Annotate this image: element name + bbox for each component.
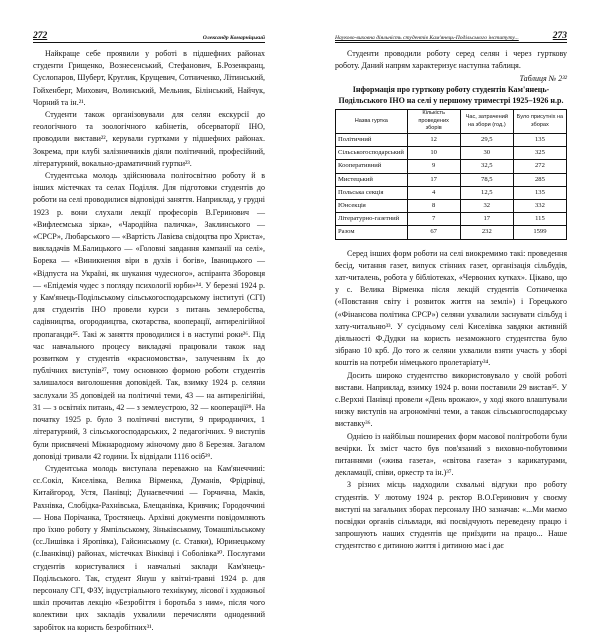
table-cell: 135 [513,186,566,199]
column-header: Назва гуртка [336,110,408,134]
table-cell: 17 [407,173,460,186]
table-cell: 135 [513,133,566,146]
table-row [336,226,567,239]
table-cell: 232 [460,226,513,239]
table-cell: 8 [407,199,460,212]
table-cell: 325 [513,147,566,160]
paragraph: Студентська молодь виступала переважно на Кам'янеччині: сс.Сокіл, Киселівка, Велика Вірменка, Думанів, Фрідрівці, Китайгород, Устя, Панівці; Дунаєвеччині — Горчична, Маків, Рахнівка, Слобідка-Рахнівська, Блещанівка, Кривчик; Городоччині — Нова Порічанка, Тростянець. Архівні документи повідомляють про їхню роботу у Ямпільському, Зіньківському, Томашпільському (сс.Лишівка і Яропівка), Гайсинському (с. Ставки), Юринецькому (с.Іванківці) районах, містечках Вінківці і Соболівка³⁰. Послугами студентів користувалися і навчальні заклади Кам'янець-Подільського. Так, студент Януш у квітні-травні 1924 р. для персоналу СГІ, ФЗУ, індустріального технікуму, лісової і художньої шкіл прочитав лекцію «Безробіття і боротьба з ним», після чого колективи цих закладів ухвалили перечисляти одноденний заробіток на користь безробітних³¹. [33,463,265,632]
table-cell: 9 [407,160,460,173]
table-cell: Кооперативний [336,160,408,173]
column-header: Було присутніх на зборах [513,110,566,134]
table-row [336,199,567,212]
table-cell: 115 [513,213,566,226]
table-cell: 29,5 [460,133,513,146]
table-cell: 1599 [513,226,566,239]
table-cell: 7 [407,213,460,226]
table-cell: Польська секція [336,186,408,199]
column-header: Час, затрачений на збори (год.) [460,110,513,134]
table-row [336,133,567,146]
table-header-row [336,110,567,134]
page-number: 273 [552,31,567,41]
table-row [336,173,567,186]
left-page [33,30,265,634]
running-head: Олександр Комарніцький [202,35,265,41]
table-cell: 67 [407,226,460,239]
table-cell: 12,5 [460,186,513,199]
table-cell: 10 [407,147,460,160]
table-cell: Сільськогосподарський [336,147,408,160]
table-cell: Літературно-газетний [336,213,408,226]
table-row [336,213,567,226]
table-row [336,147,567,160]
page-header [335,30,567,43]
paragraph: Студентська молодь здійснювала політосвітню роботу й в інших містечках та селах Поділля. Для підготовки студентів до роботи на селі проводилися відповідні заняття. Наприклад, у грудні 1923 р. вони слухали лекції професорів В.Геринович — «Вифлеємська зірка», «Чародійна паличка», Заклинського — «СРСР», Любарського — «Вартість Лавієва свідоцтва про Христа», викладачів М.Балицького — «Головні завдання кампанії на селі», Борека — «Виникнення віри в духів і богів», Іваницького — «Відпуста на Україні, як шукання чудесного», аспіранта Зборовця — «Епідемія чудес з погляду психології юрби»²⁴. У березні 1924 р. у Кам'янець-Подільському сільськогосподарському інституті (СГІ) для студентів ІНО провели курси з питань землеробства, садівництва, огородництва, скотарства, кооперації, антирелігійної пропаганди²⁵. Такі ж заняття проводилися і в наступні роки²⁶. Під час навчального процесу викладачі працювали також над розвитком у студентів «красномовства», залученням їх до публічних виступів²⁷, тому основною формою роботи студентів залишалося виголошення доповідей. Так, взимку 1924 р. селяни заслухали 35 доповідей на політичні теми, 43 — на антирелігійні, 31 — з освітніх питань, 42 — з землеустрою, 32 — кооперації²⁸. На початку 1925 р. було 3 політичні виступи, 9 природничих, 1 літературний, 3 сільськогосподарських, 2 педагогічних. 9 виступів були присвячені Міжнародному жіночому дню 8 Березня. Загалом доповіді тривали 42 години. Їх відвідали 1116 осіб²⁹. [33,171,265,461]
club-work-table [335,109,567,239]
table-title: Інформація про гурткову роботу студентів Кам'янець-Подільського ІНО на селі у першому триместрі 1925–1926 н.р. [338,85,564,106]
table-cell: 30 [460,147,513,160]
paragraph: Однією із найбільш поширених форм масової політроботи були вечірки. Їх зміст часто був пов'язаний з виховно-побутовими питаннями («жива газета», «світова газета» з карикатурами, декламації, співи, оркестр та ін.)³⁷. [335,431,567,478]
right-page [335,30,567,553]
page-number: 272 [33,31,48,41]
table-row [336,186,567,199]
table-cell: Мистецький [336,173,408,186]
table-cell: 17 [460,213,513,226]
page-body [33,48,265,634]
table-caption: Таблиця № 2³² [519,74,567,84]
table-cell: 32,5 [460,160,513,173]
table-cell: 4 [407,186,460,199]
paragraph: Студенти також організовували для селян екскурсії до геологічного та зоологічного кабінетів, обсерваторії ІНО, проводили вистави²², керували гуртками у підшефних районах. Зокрема, при клубі залізничників діяли політичний, професійний, літературний, вокально-драматичний гуртки²³. [33,110,265,168]
table-cell: 78,5 [460,173,513,186]
table-cell: 12 [407,133,460,146]
page-body [335,48,567,553]
column-header: Кількість проведених зборів [407,110,460,134]
table-cell: 272 [513,160,566,173]
paragraph: Найкраще себе проявили у роботі в підшефних районах студенти Грищенко, Вознесенський, Стефанович, Б.Розенкранц, Суслопаров, Шуберт, Круглик, Крущевич, Сотниченко, Літинський, Гойхенберг, Михович, Волинський, Мельник, Білінський, Найчук, Чорний та ін.²¹. [33,49,265,107]
running-head: Науково-виховна діяльність студентів Кам'янець-Подільського інституту... [335,35,519,41]
table-cell: Юнсекція [336,199,408,212]
table-cell: 332 [513,199,566,212]
paragraph: Досить широко студентство використовувало у своїй роботі вистави. Наприклад, взимку 1924 р. вони поставили 29 вистав³⁵. У с.Верхні Панівці провели «День врожаю», у ході якого влаштували низку виступів на агрономічні теми, а також сільськогосподарську виставку³⁶. [335,370,567,429]
table-row [336,160,567,173]
table-cell: Політичний [336,133,408,146]
table-cell: 32 [460,199,513,212]
paragraph: Серед інших форм роботи на селі виокремимо такі: проведення бесід, читання газет, випуск стінних газет, організація сільбудів, хат-читалень, робота у бібліотеках, «Червоних кутках». Цікаво, що у с. Велика Вірменка після лекцій студентів Сотниченка («Повстання світу і розвиток життя на землі») і Горецького («Фінансова політика СРСР») селяни ухвалили заснувати сільбуд і хату-читальню³³. У сусідньому селі Киселівка завдяки активній діяльності Ф.Дудки на користь незаможного студентства було зібрано 10 крб. До того ж селяни ухвалили взяти участь у зборі коштів на потреби німецького пролетаріату³⁴. [335,248,567,368]
table-cell: Разом [336,226,408,239]
table-cell: 285 [513,173,566,186]
paragraph: З різних місць надходили схвальні відгуки про роботу студентів. У лютому 1924 р. ректор В.О.Геринович у своєму виступі на загальних зборах персоналу ІНО зазначав: «...Ми маємо посвідки органів сільвлади, які посвідчують переведену працю і запрошують наших студентів ще приїздити на працю... Наше студентство є дитиною життя і дитиною має і дає [335,480,567,551]
paragraph: Студенти проводили роботу серед селян і через гурткову роботу. Даний напрям характеризує наступна таблиця. [335,49,567,71]
page-header [33,30,265,43]
